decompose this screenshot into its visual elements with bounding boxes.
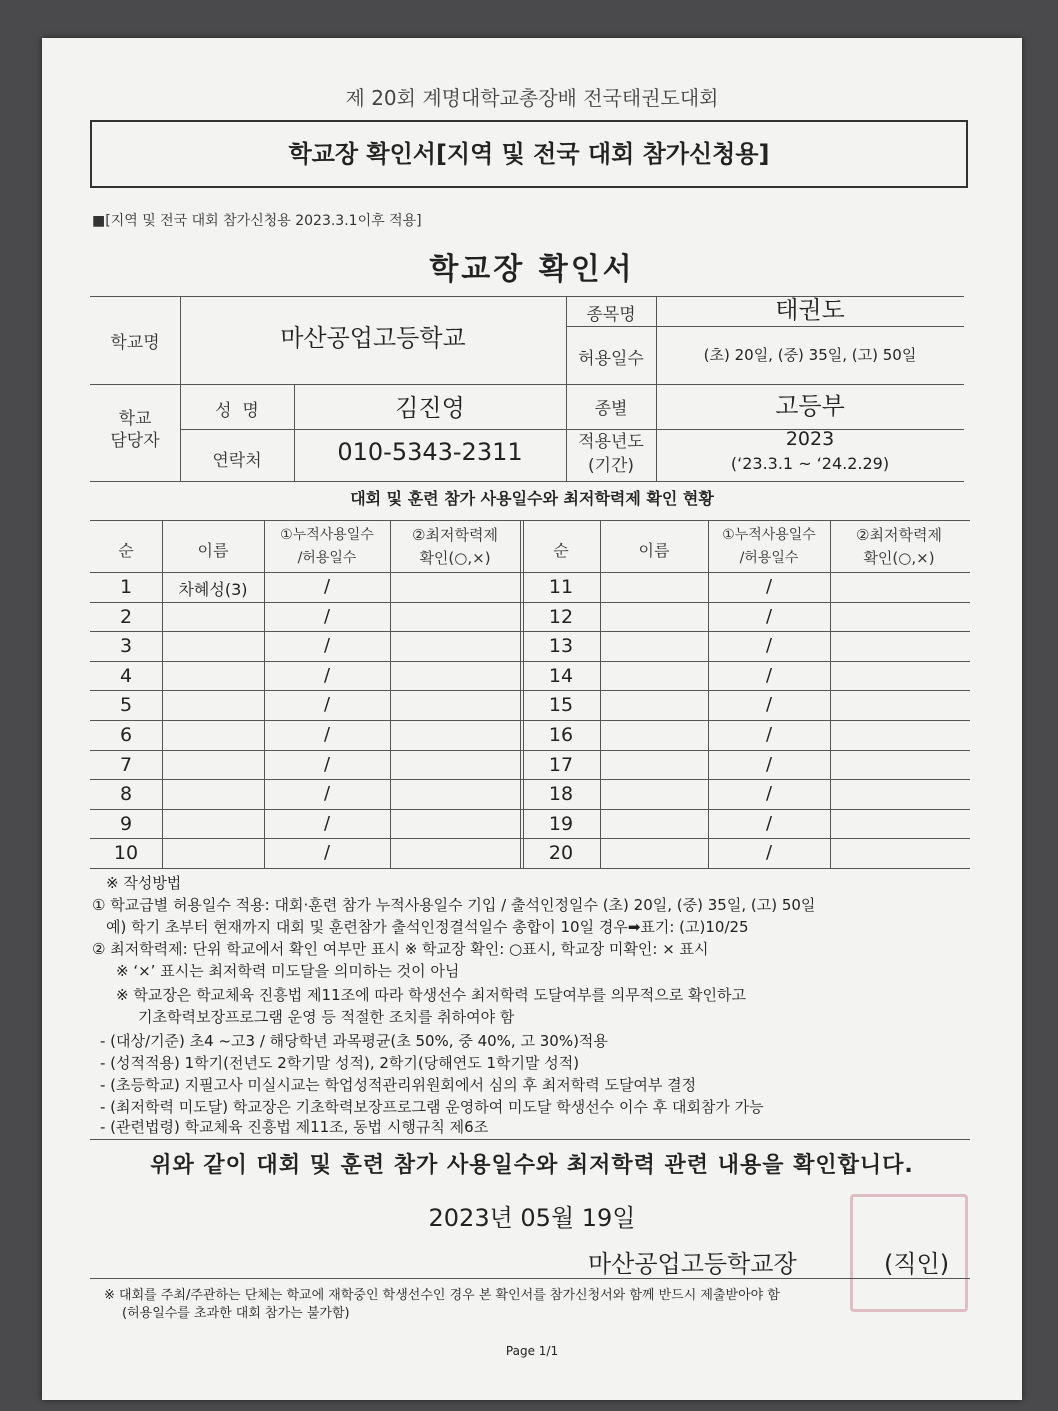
year-label: 적용년도 (기간) [578,432,644,476]
method-line: 기초학력보장프로그램 운영 등 적절한 조치를 취하여야 함 [138,1008,515,1026]
row-seq: 5 [119,694,133,716]
row-days: / [765,665,773,686]
row-name: 차혜성(3) [178,580,248,599]
row-days: / [323,694,331,715]
row-days: / [765,754,773,775]
contact-value: 010-5343-2311 [337,438,523,466]
allowed-days-value: (초) 20일, (중) 35일, (고) 50일 [703,346,917,364]
event-value: 태권도 [775,296,845,324]
row-days: / [323,783,331,804]
method-line: - (초등학교) 지필고사 미실시교는 학업성적관리위원회에서 심의 후 최저학력 도달여부 결정 [100,1076,697,1094]
row-days: / [765,842,773,863]
method-line: ② 최저학력제: 단위 학교에서 확인 여부만 표시 ※ 학교장 확인: ○표시, 학교장 미확인: × 표시 [92,940,709,958]
seq-header-right: 순 [553,541,569,560]
method-line: - (관련법령) 학교체육 진흥법 제11조, 동법 시행규칙 제6조 [100,1118,489,1136]
row-seq: 17 [548,754,574,776]
row-seq: 7 [119,754,133,776]
row-seq: 15 [548,694,574,716]
row-days: / [765,576,773,597]
applicability-note: ■[지역 및 전국 대회 참가신청용 2023.3.1이후 적용] [92,213,422,229]
row-days: / [323,665,331,686]
row-days: / [323,842,331,863]
row-seq: 2 [119,606,133,628]
row-seq: 11 [548,576,574,598]
row-days: / [323,754,331,775]
footnote-line-1: ※ 대회를 주최/주관하는 단체는 학교에 재학중인 학생선수인 경우 본 확인서를 참가신청서와 함께 반드시 제출받아야 함 [104,1288,780,1303]
method-line: - (최저학력 미도달) 학교장은 기초학력보장프로그램 운영하여 미도달 학생선수 이수 후 대회참가 가능 [100,1098,764,1116]
document-page [42,38,1022,1400]
period-value: (‘23.3.1 ~ ‘24.2.29) [730,454,890,473]
row-days: / [765,606,773,627]
name-header: 이름 [197,541,229,560]
days-header-right: ①누적사용일수 /허용일수 [722,527,816,566]
school-name-value: 마산공업고등학교 [280,324,466,352]
row-days: / [323,813,331,834]
row-seq: 3 [119,635,133,657]
name-label: 성 명 [215,401,259,421]
method-line: ※ 작성방법 [106,874,182,892]
page-number: Page 1/1 [505,1344,559,1358]
event-label: 종목명 [586,305,636,325]
table-title: 대회 및 훈련 참가 사용일수와 최저학력제 확인 현황 [350,489,714,508]
academic-header-right: ②최저학력제 확인(○,×) [856,526,942,567]
row-days: / [765,694,773,715]
row-seq: 13 [548,635,574,657]
row-days: / [765,635,773,656]
days-header: ①누적사용일수 /허용일수 [280,527,374,566]
row-seq: 20 [548,842,574,864]
row-seq: 12 [548,606,574,628]
year-value: 2023 [785,428,835,450]
row-seq: 16 [548,724,574,746]
name-header-right: 이름 [638,541,670,560]
row-seq: 18 [548,783,574,805]
row-days: / [765,783,773,804]
academic-header: ②최저학력제 확인(○,×) [412,526,498,567]
footnote-line-2: (허용일수를 초과한 대회 참가는 불가함) [122,1306,350,1321]
row-seq: 8 [119,783,133,805]
confirmation-statement: 위와 같이 대회 및 훈련 참가 사용일수와 최저학력 관련 내용을 확인합니다. [150,1153,914,1178]
row-days: / [323,635,331,656]
row-seq: 6 [119,724,133,746]
seq-header: 순 [118,541,134,560]
row-days: / [323,606,331,627]
row-seq: 1 [119,576,133,598]
row-seq: 4 [119,665,133,687]
row-seq: 19 [548,813,574,835]
row-days: / [765,813,773,834]
method-line: ① 학교급별 허용일수 적용: 대회·훈련 참가 누적사용일수 기입 / 출석인정일수 (초) 20일, (중) 35일, (고) 50일 [92,896,816,914]
allowed-days-label: 허용일수 [578,349,644,369]
seal-label: (직인) [884,1250,950,1278]
method-line: ※ 학교장은 학교체육 진흥법 제11조에 따라 학생선수 최저학력 도달여부를 의무적으로 확인하고 [116,986,746,1004]
method-line: - (대상/기준) 초4 ~고3 / 해당학년 과목평균(초 50%, 중 40%, 고 30%)적용 [100,1032,608,1050]
row-seq: 14 [548,665,574,687]
manager-label: 학교 담당자 [110,409,160,451]
row-seq: 10 [113,842,139,864]
row-days: / [323,724,331,745]
method-line: 예) 학기 초부터 현재까지 대회 및 훈련참가 출석인정결석일수 총합이 10일 경우➡표기: (고)10/25 [106,918,749,936]
method-line: - (성적적용) 1학기(전년도 2학기말 성적), 2학기(당해연도 1학기말 성적) [100,1054,580,1072]
row-seq: 9 [119,813,133,835]
contact-label: 연락처 [212,451,262,471]
principal-name: 마산공업고등학교장 [588,1250,797,1278]
category-label: 종별 [594,399,628,419]
row-days: / [765,724,773,745]
school-name-label: 학교명 [110,333,160,353]
issue-date: 2023년 05월 19일 [428,1204,636,1232]
document-heading: 학교장 확인서 [429,252,635,287]
event-title: 제 20회 계명대학교총장배 전국태권도대회 [345,86,719,110]
row-days: / [323,576,331,597]
form-title-box: 학교장 확인서[지역 및 전국 대회 참가신청용] [90,120,968,188]
name-value: 김진영 [395,394,465,422]
method-line: ※ ‘×’ 표시는 최저학력 미도달을 의미하는 것이 아님 [116,962,460,980]
category-value: 고등부 [775,392,845,420]
